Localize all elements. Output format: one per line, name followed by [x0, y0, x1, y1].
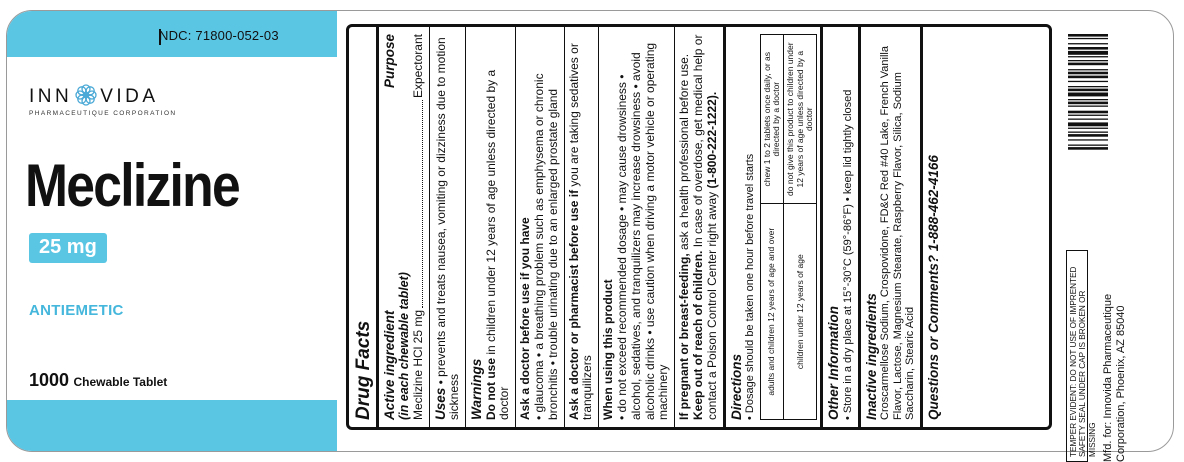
front-panel: [7, 11, 337, 451]
purpose-header: Purpose: [381, 34, 397, 89]
manufacturer-info: [1102, 242, 1128, 462]
drug-facts-panel: [346, 24, 1052, 430]
uses-section: [430, 27, 467, 427]
inactive-header: Inactive ingredients: [863, 293, 879, 420]
questions-text: Questions or Comments? 1-888-462-4166: [926, 155, 942, 420]
table-row: [784, 35, 817, 420]
ask-pharmacist-text: you are taking sedatives or tranquilizers: [566, 43, 595, 420]
table-row: [760, 35, 784, 420]
ndc-number: NDC: 71800-052-03: [159, 28, 279, 43]
other-info-text: • Store in a dry place at 15°-30°C (59°-86°F) • keep lid tightly closed: [841, 89, 854, 420]
tamper-warning: TEMPER EVIDENT: DO NOT USE OF IMPRENTED SAFETY SEAL UNDER CAP IS BROKEN OR MISSING: [1066, 250, 1088, 462]
when-using-header: When using this product: [601, 279, 616, 420]
age-cell: adults and children 12 years of age and over: [760, 204, 784, 420]
ingredient-name: Meclizine HCl 25 mg: [410, 309, 425, 420]
count-number: 1000: [29, 370, 70, 390]
logo-text-right: VIDA: [100, 86, 159, 107]
age-cell: children under 12 years of age: [784, 204, 817, 420]
warnings-section: [466, 27, 516, 427]
company-logo: [29, 83, 289, 117]
warnings-header: Warnings: [469, 358, 485, 420]
logo-tagline: PHARMACEUTIQUE CORPORATION: [29, 110, 177, 117]
logo-text-left: INN: [29, 86, 73, 107]
dose-cell: do not give this product to children under 12 years of age unless directed by a doctor: [784, 35, 817, 204]
mfd-line-1: Mfd. for: Innovida Pharmaceutique: [1102, 293, 1114, 462]
leader-dots: [412, 100, 423, 308]
other-info-header: Other Information: [826, 306, 842, 420]
when-using-section: [599, 27, 675, 427]
ingredient-purpose: Expectorant: [410, 34, 425, 99]
pregnancy-section: [675, 27, 725, 427]
strength-badge: 25 mg: [29, 233, 107, 263]
dose-cell: chew 1 to 2 tablets once daily, or as directed by a doctor: [760, 35, 784, 204]
count-unit: Chewable Tablet: [73, 375, 168, 389]
product-category: ANTIEMETIC: [29, 302, 124, 319]
mfd-line-2: Corporation, Phoenix, AZ 85040: [1115, 305, 1128, 462]
keep-out-text: In case of overdose, get medical help or contact a Poison Control Center right away: [691, 34, 719, 420]
uses-text: • prevents and treats nausea, vomiting or dizziness due to motion sickness: [433, 37, 462, 420]
active-ingredient-header: Active ingredient: [381, 310, 397, 420]
ask-pharmacist-label: Ask a doctor or pharmacist before use if: [566, 189, 581, 420]
do-not-use-label: Do not use: [483, 358, 498, 420]
brand-name: Meclizine: [25, 152, 239, 219]
inactive-text: Croscarmellose Sodium, Crospovidone, FD&C Red #40 Lake, French Vanilla Flavor, Lactose, Magnesium Stearate, Raspberry Flavor, Silica, Sodium Saccharin, Stearic Acid: [879, 46, 917, 420]
directions-section: [726, 27, 824, 427]
directions-header: Directions: [728, 353, 744, 420]
side-panel-anchor: [1066, 242, 1128, 462]
when-using-text: • do not exceed recommended dosage • may cause drowsiness • alcohol, sedatives, and tranquilizers may increase drowsiness • avoid alcoholic drinks • use caution when driving a motor vehicle or operating machinery: [615, 42, 671, 420]
ask-doctor-text: • glaucoma • a breathing problem such as emphysema or chronic bronchitis • trouble urinating due to an enlarged prostate gland: [532, 73, 560, 420]
pregnant-text: ask a health professional before use.: [677, 53, 692, 254]
drug-facts-anchor: [346, 24, 942, 420]
directions-table: [760, 34, 818, 420]
do-not-use-text: in children under 12 years of age unless directed by a doctor: [483, 69, 512, 420]
inactive-ingredients-section: [861, 27, 923, 427]
questions-section: [923, 34, 942, 420]
other-info-section: [823, 27, 860, 427]
directions-text: • Dosage should be taken one hour before travel starts: [744, 153, 757, 420]
keep-out-label: Keep out of reach of children.: [691, 250, 705, 420]
poison-control-phone: (1-800-222-1222).: [704, 91, 719, 189]
barcode-icon: [1068, 34, 1108, 184]
active-ingredient-sub: (in each chewable tablet): [397, 272, 412, 420]
active-ingredient-section: [379, 27, 430, 427]
pregnant-label: If pregnant or breast-feeding,: [677, 253, 692, 420]
tablet-count: [29, 370, 167, 391]
ask-pharmacist-section: [565, 27, 600, 427]
flower-logo-icon: [74, 83, 98, 107]
bottom-color-band: [7, 400, 337, 451]
side-panel: [1066, 242, 1128, 462]
ask-doctor-header: Ask a doctor before use if you have: [518, 217, 533, 420]
uses-header: Uses: [432, 387, 448, 420]
drug-facts-title: Drug Facts: [351, 27, 379, 427]
ingredient-row: [412, 34, 426, 420]
ask-doctor-section: [516, 27, 564, 427]
